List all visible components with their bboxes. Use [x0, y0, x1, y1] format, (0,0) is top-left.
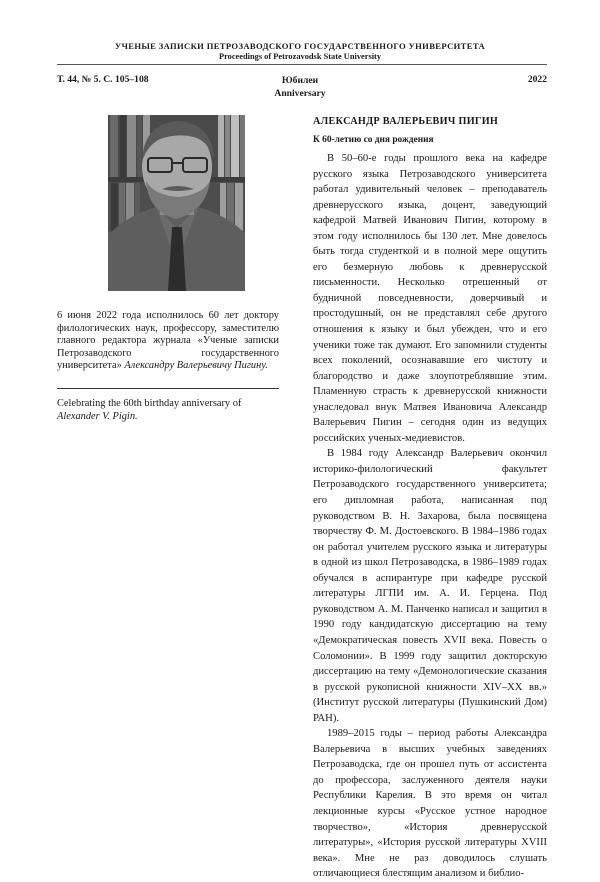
section-ru: Юбилеи: [281, 75, 319, 86]
portrait-photo: [108, 115, 245, 291]
dedication-divider: [57, 388, 279, 389]
english-name: Alexander V. Pigin.: [57, 410, 138, 422]
section-label: [0, 74, 600, 100]
article-paragraph: 1989–2015 годы – период работы Александра Валерьевича в высших учебных заведениях Петрозаводска, где он прошел путь от ассистента до профессора, заслуженного деятеля науки Республики Карелия. В это время он читал лекционные курсы «Русское устное народное творчество», «История древнерусской литературы», «История русской литературы XVIII века». Мне не раз доводилось слушать отличающиеся блестящим анализом и библио-: [313, 728, 547, 880]
portrait-image: [108, 115, 245, 291]
journal-title: УЧЕНЫЕ ЗАПИСКИ ПЕТРОЗАВОДСКОГО ГОСУДАРСТВЕННОГО УНИВЕРСИТЕТА: [114, 41, 486, 51]
english-text: Celebrating the 60th birthday anniversary of: [57, 398, 242, 409]
article-paragraph: В 1984 году Александр Валерьевич окончил историко-филологический факультет Петрозаводского государственного университета; его дипломная работа, написанная под руководством В. Н. Захарова, была посвящена творчеству Ф. М. Достоевского. В 1984–1986 годах он работал учителем русского языка и литературы в одной из школ Петрозаводска, в 1986–1989 годах обучался в аспирантуре при кафедре русской литературы ЛГПИ им. А. И. Герцена. Под руководством А. М. Панченко написал и защитил в 1990 году кандидатскую диссертацию на тему «Демократическая повесть XVII века. Повесть о Соломонии». В 1999 году защитил докторскую диссертацию на тему «Демонологические сказания в русской рукописной книжности XIV–XX вв.» (Институт русской литературы (Пушкинский Дом) РАН).: [313, 448, 547, 724]
year: 2022: [527, 74, 547, 85]
dedication-block: [57, 310, 279, 373]
english-dedication: [57, 398, 279, 423]
journal-subtitle: Proceedings of Petrozavodsk State University: [218, 52, 382, 61]
dedication-name: Александру Валерьевичу Пигину.: [124, 360, 268, 372]
header-divider: [57, 64, 547, 65]
dedication-paragraph: [57, 310, 279, 373]
article-column: [313, 115, 547, 882]
issue-info: Т. 44, № 5. С. 105–108: [57, 74, 149, 85]
dedication-text: 6 июня 2022 года исполнилось 60 лет доктору филологических наук, профессору, заместителю главного редактора журнала «Ученые записки Петрозаводского государственного университета»: [57, 310, 279, 372]
section-en: Anniversary: [274, 88, 326, 99]
article-body: [313, 151, 547, 882]
article-title: АЛЕКСАНДР ВАЛЕРЬЕВИЧ ПИГИН: [313, 116, 499, 127]
article-subtitle: К 60-летию со дня рождения: [313, 135, 434, 145]
article-paragraph: В 50–60-е годы прошлого века на кафедре русского языка Петрозаводского университета работал удивительный человек – преподаватель древнерусского языка, доцент, заведующий кафедрой Матвей Иванович Пигин, которому в этом году исполнилось бы 130 лет. Мне довелось быть тогда студенткой и в полной мере ощутить его безмерную любовь к древнерусской письменности. Несколько отрешенный от будничной повседневности, доверчивый и простодушный, он не представлял себе другого отношения к языку и был убежден, что и его ученики тоже так думают. Его запомнили студенты всех поколений, осознававшие его чистоту и благородство и даже злоупотреблявшие этим. Пламенную страсть к древнерусской книжности унаследовал внук Матвея Ивановича Александр Валерьевич Пигин – сегодня один из ведущих российских ученых-медиевистов.: [313, 153, 547, 444]
